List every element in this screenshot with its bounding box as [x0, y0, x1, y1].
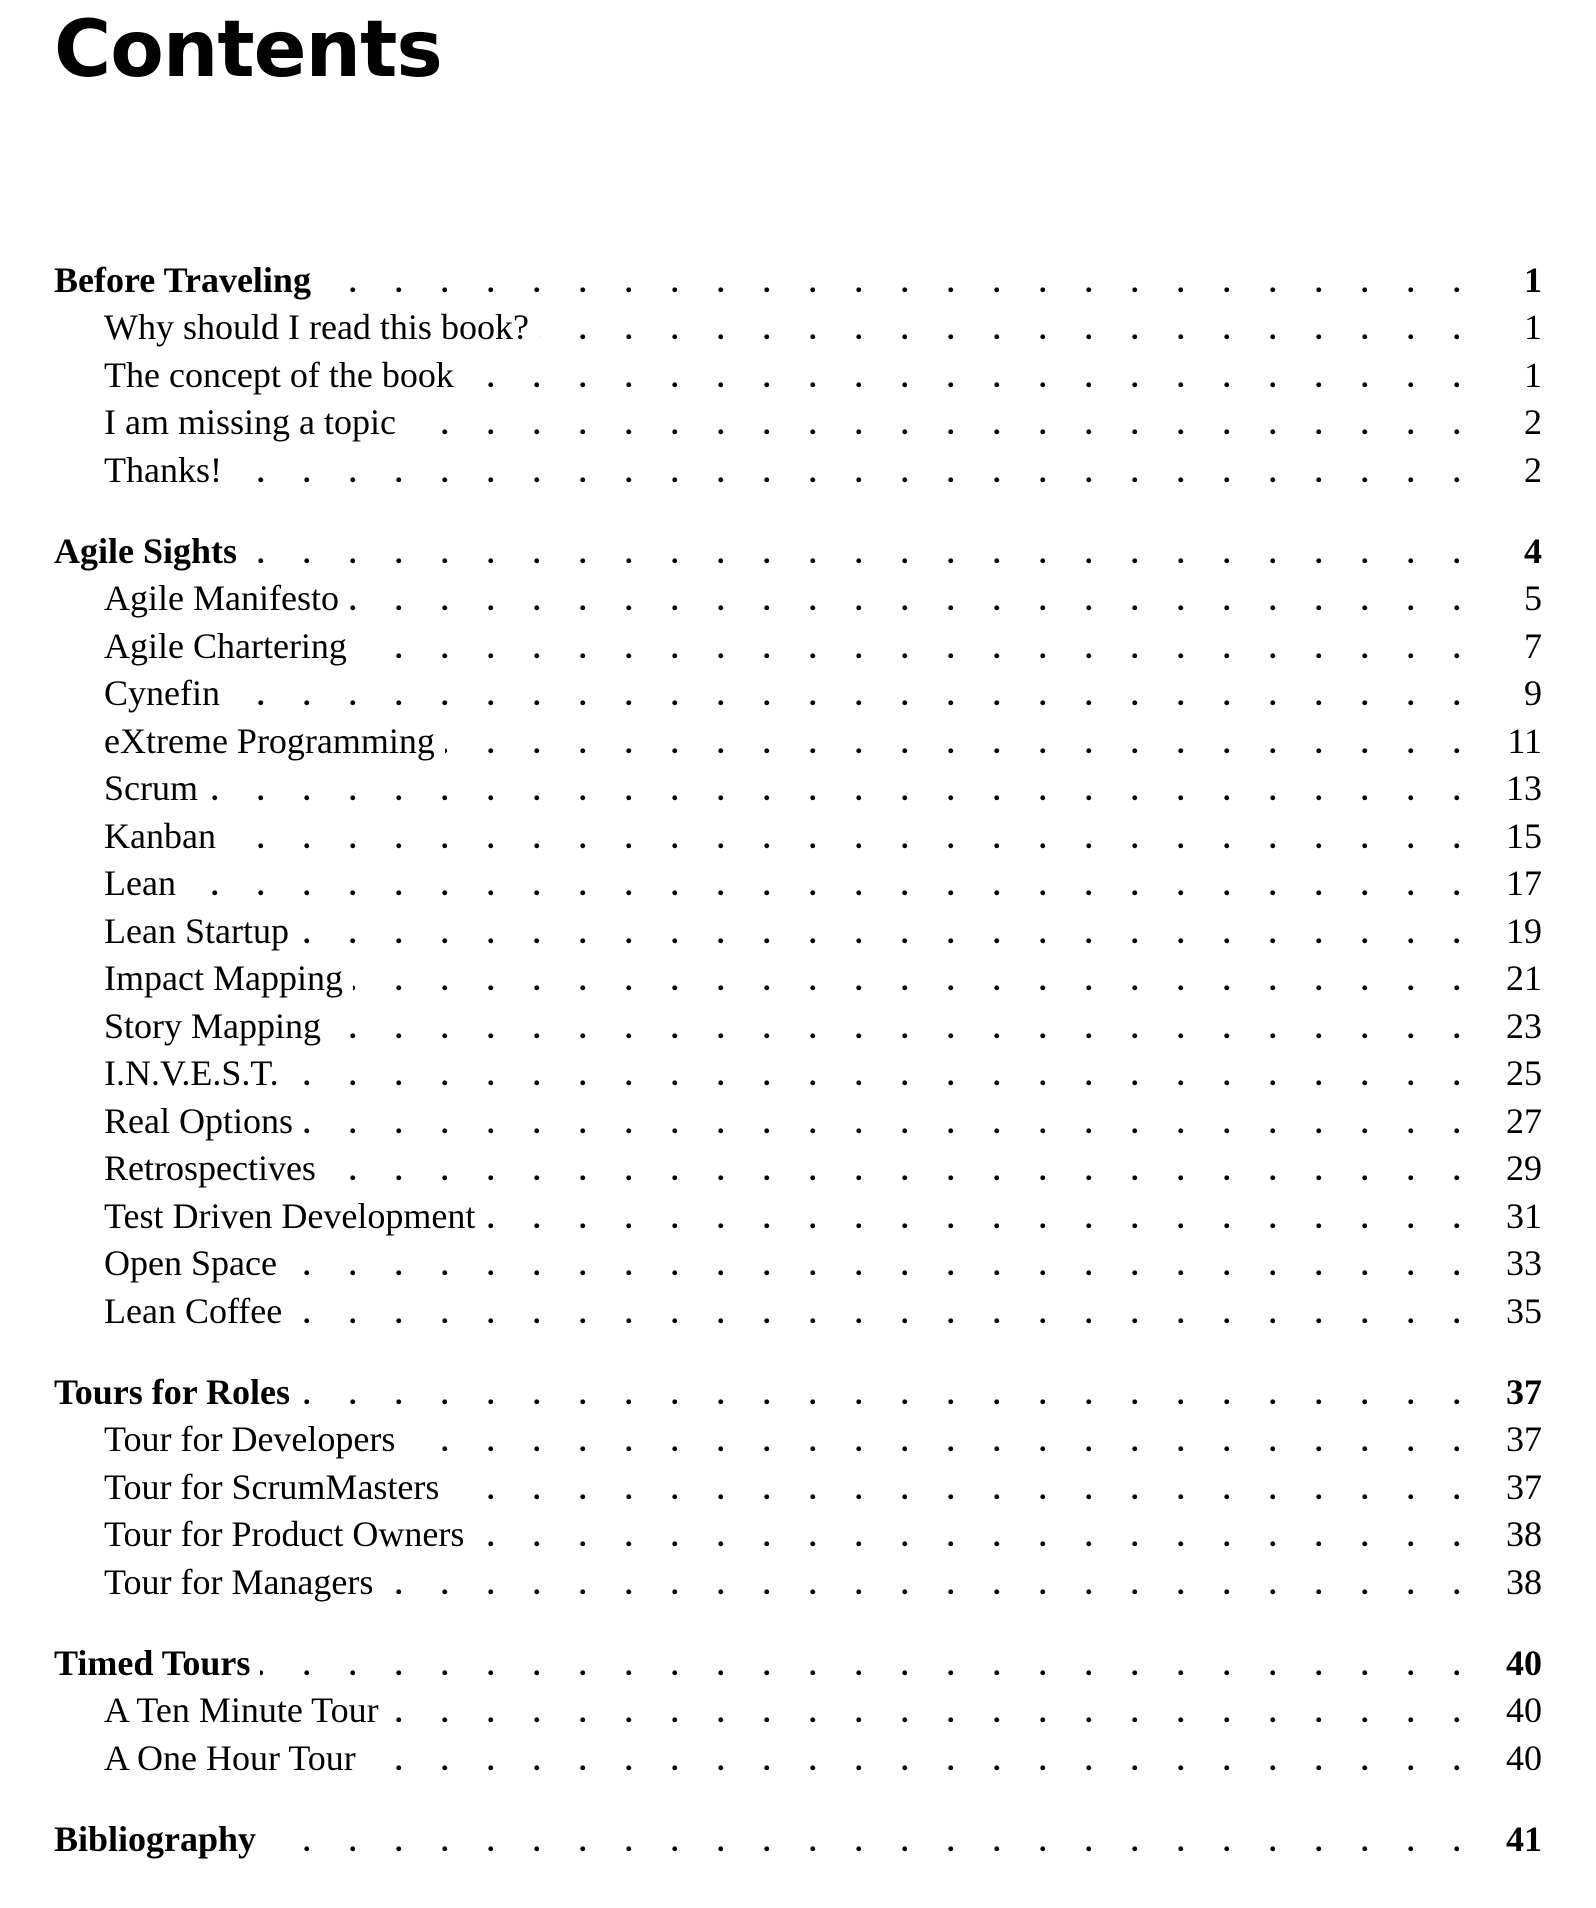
toc-section-title[interactable]: Lean [104, 863, 176, 903]
page-title: Contents [54, 5, 442, 95]
toc-section-title[interactable]: Tour for ScrumMasters [104, 1466, 440, 1507]
toc-section-entry[interactable] [54, 955, 1542, 1003]
page-number[interactable]: 40 [1506, 1690, 1542, 1730]
toc-section-title[interactable]: Tour for Product Owners [104, 1514, 465, 1554]
page-number[interactable]: 21 [1506, 958, 1542, 998]
page-number[interactable]: 40 [1506, 1643, 1542, 1683]
page-number[interactable]: 1 [1524, 354, 1542, 395]
toc-section-entry[interactable] [54, 575, 1542, 623]
toc-section-title[interactable]: Thanks! [104, 449, 222, 490]
dot-leader [299, 910, 1476, 958]
page-number[interactable]: 13 [1506, 768, 1542, 808]
toc-part [54, 256, 1542, 494]
toc-section-entry[interactable] [54, 623, 1542, 671]
dot-leader [383, 1561, 1476, 1609]
toc-chapter-title[interactable]: Timed Tours [54, 1643, 251, 1683]
page-number[interactable]: 23 [1506, 1005, 1542, 1046]
toc-section-title[interactable]: Tour for Managers [104, 1561, 374, 1602]
toc-section-title[interactable]: Impact Mapping [104, 958, 343, 998]
page-number[interactable]: 40 [1506, 1737, 1542, 1778]
dot-leader [389, 1689, 1476, 1737]
toc-section-title[interactable]: Lean Startup [104, 910, 289, 951]
table-of-contents [54, 256, 1542, 1896]
toc-chapter-title[interactable]: Agile Sights [54, 531, 238, 571]
toc-part [54, 1815, 1542, 1863]
page-number[interactable]: 2 [1524, 402, 1542, 442]
toc-section-entry[interactable] [54, 1288, 1542, 1336]
toc-section-title[interactable]: Open Space [104, 1243, 277, 1283]
toc-section-title[interactable]: Real Options [104, 1100, 293, 1141]
toc-section-entry[interactable] [54, 765, 1542, 813]
toc-part [54, 1639, 1542, 1782]
dot-leader [353, 957, 1476, 1005]
toc-section-entry[interactable] [54, 813, 1542, 861]
toc-section-title[interactable]: Scrum [104, 768, 198, 808]
toc-section-entry[interactable] [54, 1687, 1542, 1735]
page-number[interactable]: 27 [1506, 1100, 1542, 1141]
toc-section-title[interactable]: A Ten Minute Tour [104, 1690, 379, 1730]
page-number[interactable]: 1 [1524, 260, 1542, 300]
toc-section-entry[interactable] [54, 304, 1542, 352]
toc-chapter-title[interactable]: Tours for Roles [54, 1372, 291, 1412]
page-number[interactable]: 31 [1506, 1195, 1542, 1236]
toc-section-entry[interactable] [54, 670, 1542, 718]
dot-leader [226, 815, 1476, 863]
page-number[interactable]: 9 [1524, 673, 1542, 713]
page-number[interactable]: 37 [1506, 1419, 1542, 1459]
dot-leader [260, 1642, 1476, 1690]
toc-section-entry[interactable] [54, 1003, 1542, 1051]
toc-section-entry[interactable] [54, 1416, 1542, 1464]
dot-leader [366, 1737, 1476, 1785]
toc-section-entry[interactable] [54, 352, 1542, 400]
toc-section-title[interactable]: The concept of the book [104, 354, 454, 395]
dot-leader [485, 1195, 1476, 1243]
toc-section-title[interactable]: Why should I read this book? [104, 307, 529, 347]
page-number[interactable]: 17 [1506, 863, 1542, 903]
dot-leader [266, 1818, 1476, 1866]
dot-leader [405, 1418, 1476, 1466]
toc-section-entry[interactable] [54, 1240, 1542, 1288]
page-number[interactable]: 35 [1506, 1290, 1542, 1331]
page-number[interactable]: 29 [1506, 1148, 1542, 1188]
toc-section-title[interactable]: Kanban [104, 815, 216, 856]
page-number[interactable]: 25 [1506, 1053, 1542, 1093]
toc-section-title[interactable]: Test Driven Development [104, 1195, 476, 1236]
toc-section-entry[interactable] [54, 718, 1542, 766]
dot-leader [208, 767, 1476, 815]
toc-section-entry[interactable] [54, 1050, 1542, 1098]
toc-section-entry[interactable] [54, 1193, 1542, 1241]
dot-leader [357, 625, 1476, 673]
page-number[interactable]: 37 [1506, 1372, 1542, 1412]
dot-leader [331, 1005, 1476, 1053]
dot-leader [230, 672, 1476, 720]
toc-section-entry[interactable] [54, 908, 1542, 956]
page-number[interactable]: 2 [1524, 449, 1542, 490]
toc-section-title[interactable]: Cynefin [104, 673, 220, 713]
page-number[interactable]: 1 [1524, 307, 1542, 347]
page-number[interactable]: 38 [1506, 1561, 1542, 1602]
page-number[interactable]: 4 [1524, 531, 1542, 571]
page-number[interactable]: 15 [1506, 815, 1542, 856]
dot-leader [287, 1242, 1476, 1290]
page-number[interactable]: 37 [1506, 1466, 1542, 1507]
dot-leader [300, 1371, 1476, 1419]
toc-section-title[interactable]: Agile Chartering [104, 625, 347, 666]
dot-leader [186, 862, 1476, 910]
toc-section-title[interactable]: Story Mapping [104, 1005, 322, 1046]
toc-section-entry[interactable] [54, 1559, 1542, 1607]
dot-leader [303, 1100, 1476, 1148]
dot-leader [326, 1147, 1476, 1195]
toc-section-entry[interactable] [54, 860, 1542, 908]
page-number[interactable]: 19 [1506, 910, 1542, 951]
toc-section-title[interactable]: A One Hour Tour [104, 1737, 356, 1778]
toc-section-entry[interactable] [54, 447, 1542, 495]
toc-chapter-entry[interactable] [54, 1368, 1542, 1416]
dot-leader [539, 306, 1476, 354]
toc-chapter-entry[interactable] [54, 256, 1542, 304]
page-number[interactable]: 11 [1507, 720, 1542, 761]
toc-section-title[interactable]: Lean Coffee [104, 1290, 283, 1331]
dot-leader [449, 1466, 1476, 1514]
toc-section-title[interactable]: I am missing a topic [104, 402, 396, 442]
toc-section-entry[interactable] [54, 1145, 1542, 1193]
dot-leader [289, 1052, 1476, 1100]
toc-section-entry[interactable] [54, 1464, 1542, 1512]
dot-leader [464, 354, 1476, 402]
toc-section-title[interactable]: Retrospectives [104, 1148, 316, 1188]
toc-chapter-entry[interactable] [54, 527, 1542, 575]
page-number[interactable]: 41 [1506, 1819, 1542, 1859]
toc-chapter-entry[interactable] [54, 1639, 1542, 1687]
toc-section-entry[interactable] [54, 1735, 1542, 1783]
toc-chapter-title[interactable]: Bibliography [54, 1819, 257, 1859]
toc-section-entry[interactable] [54, 1098, 1542, 1146]
toc-part [54, 527, 1542, 1335]
page-number[interactable]: 5 [1524, 578, 1542, 618]
toc-section-title[interactable]: Agile Manifesto [104, 578, 339, 618]
dot-leader [321, 259, 1476, 307]
toc-section-title[interactable]: eXtreme Programming [104, 720, 435, 761]
toc-section-title[interactable]: I.N.V.E.S.T. [104, 1053, 279, 1093]
page-number[interactable]: 38 [1506, 1514, 1542, 1554]
dot-leader [349, 577, 1476, 625]
toc-section-entry[interactable] [54, 1511, 1542, 1559]
toc-section-title[interactable]: Tour for Developers [104, 1419, 396, 1459]
dot-leader [474, 1513, 1476, 1561]
dot-leader [445, 720, 1476, 768]
dot-leader [292, 1290, 1476, 1338]
toc-part [54, 1368, 1542, 1606]
page-number[interactable]: 33 [1506, 1243, 1542, 1283]
dot-leader [247, 530, 1476, 578]
toc-section-entry[interactable] [54, 399, 1542, 447]
page-number[interactable]: 7 [1524, 625, 1542, 666]
dot-leader [232, 449, 1476, 497]
toc-chapter-title[interactable]: Before Traveling [54, 260, 311, 300]
dot-leader [406, 401, 1476, 449]
toc-chapter-entry[interactable] [54, 1815, 1542, 1863]
